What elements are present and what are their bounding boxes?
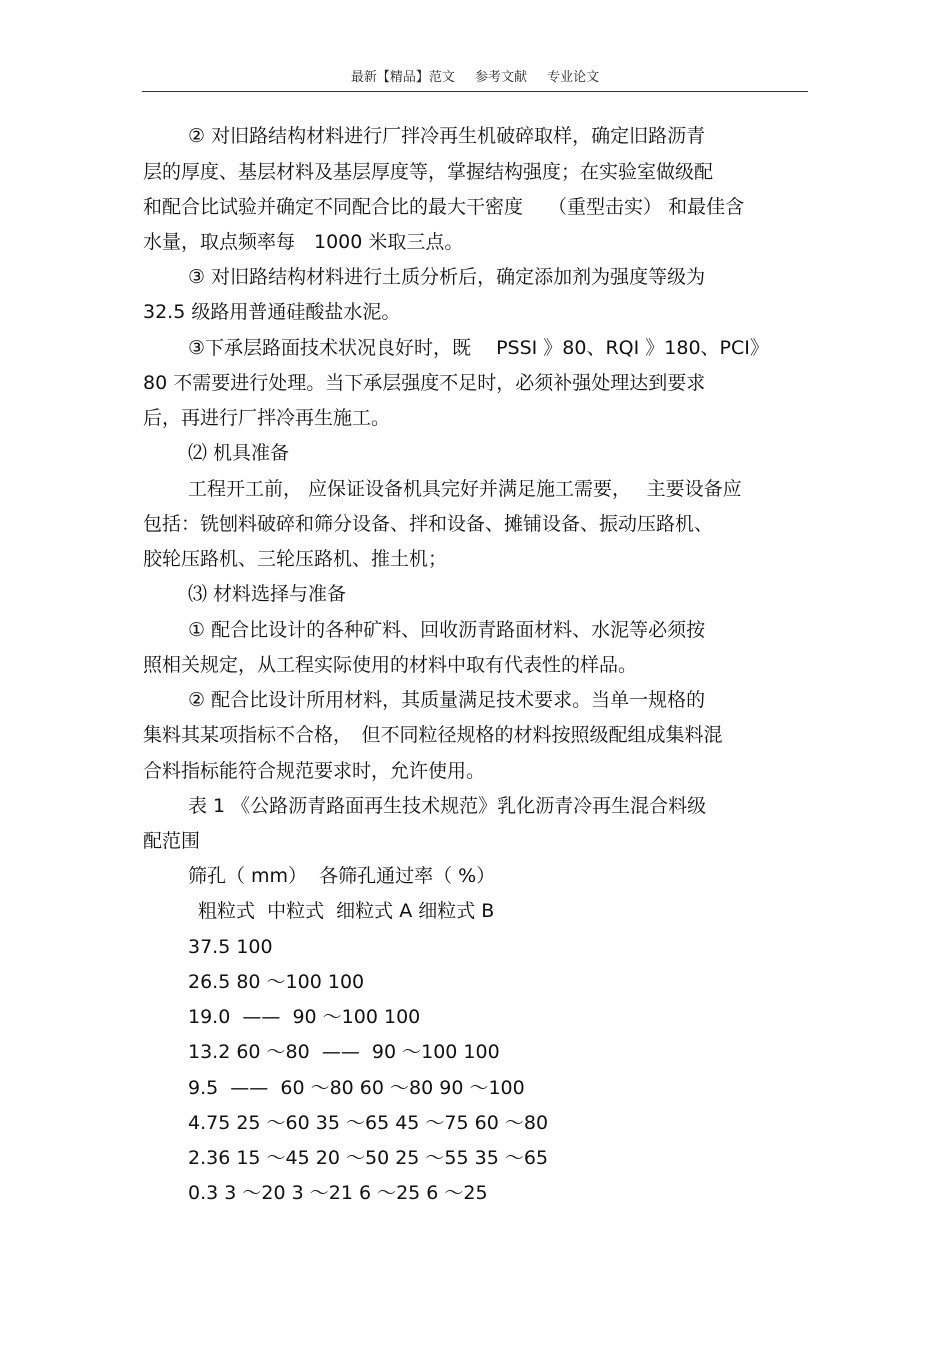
paragraph-line: ② 对旧路结构材料进行厂拌冷再生机破碎取样，确定旧路沥青 [188, 125, 706, 147]
paragraph-line: 后，再进行厂拌冷再生施工。 [143, 407, 391, 429]
table-caption: 表 1 《公路沥青路面再生技术规范》乳化沥青冷再生混合料级 [188, 795, 707, 817]
paragraph-line: 合料指标能符合规范要求时，允许使用。 [143, 760, 486, 782]
paragraph-line: 水量，取点频率每 1000 米取三点。 [143, 231, 464, 253]
paragraph-line: 照相关规定，从工程实际使用的材料中取有代表性的样品。 [143, 654, 638, 676]
table-row: 26.5 80 ～100 100 [188, 971, 365, 993]
paragraph-line: 32.5 级路用普通硅酸盐水泥。 [143, 301, 401, 323]
section-heading: ⑶ 材料选择与准备 [188, 583, 347, 605]
paragraph-line: ① 配合比设计的各种矿料、回收沥青路面材料、水泥等必须按 [188, 619, 706, 641]
table-header: 筛孔（ mm） 各筛孔通过率（ %） [188, 865, 496, 887]
table-caption: 配范围 [143, 830, 201, 852]
section-heading: ⑵ 机具准备 [188, 442, 290, 464]
header-divider [142, 91, 808, 92]
paragraph-line: ③ 对旧路结构材料进行土质分析后，确定添加剂为强度等级为 [188, 266, 706, 288]
paragraph-line: 包括：铣刨料破碎和筛分设备、拌和设备、摊铺设备、振动压路机、 [143, 513, 714, 535]
paragraph-line: 和配合比试验并确定不同配合比的最大干密度 （重型击实） 和最佳含 [143, 196, 745, 218]
table-row: 0.3 3 ～20 3 ～21 6 ～25 6 ～25 [188, 1182, 488, 1204]
table-header: 粗粒式 中粒式 细粒式 A 细粒式 B [198, 900, 495, 922]
paragraph-line: ③下承层路面技术状况良好时，既 PSSI 》80、RQI 》180、PCI》 [188, 337, 769, 359]
table-row: 37.5 100 [188, 936, 273, 958]
table-row: 4.75 25 ～60 35 ～65 45 ～75 60 ～80 [188, 1112, 549, 1134]
table-row: 19.0 —— 90 ～100 100 [188, 1006, 421, 1028]
page-header [142, 66, 808, 85]
paragraph-line: 层的厚度、基层材料及基层厚度等，掌握结构强度；在实验室做级配 [143, 161, 714, 183]
table-row: 9.5 —— 60 ～80 60 ～80 90 ～100 [188, 1077, 525, 1099]
paragraph-line: 胶轮压路机、三轮压路机、推土机； [143, 548, 448, 570]
paragraph-line: 80 不需要进行处理。当下承层强度不足时，必须补强处理达到要求 [143, 372, 706, 394]
table-row: 13.2 60 ～80 —— 90 ～100 100 [188, 1041, 500, 1063]
paragraph-line: 工程开工前， 应保证设备机具完好并满足施工需要， 主要设备应 [188, 478, 742, 500]
paragraph-line: ② 配合比设计所用材料，其质量满足技术要求。当单一规格的 [188, 689, 706, 711]
header-item-fanwen: 最新【精品】范文 [350, 70, 455, 85]
header-item-lunwen: 专业论文 [547, 70, 600, 85]
header-item-cankao: 参考文献 [474, 70, 527, 85]
table-row: 2.36 15 ～45 20 ～50 25 ～55 35 ～65 [188, 1147, 549, 1169]
paragraph-line: 集料其某项指标不合格， 但不同粒径规格的材料按照级配组成集料混 [143, 724, 723, 746]
